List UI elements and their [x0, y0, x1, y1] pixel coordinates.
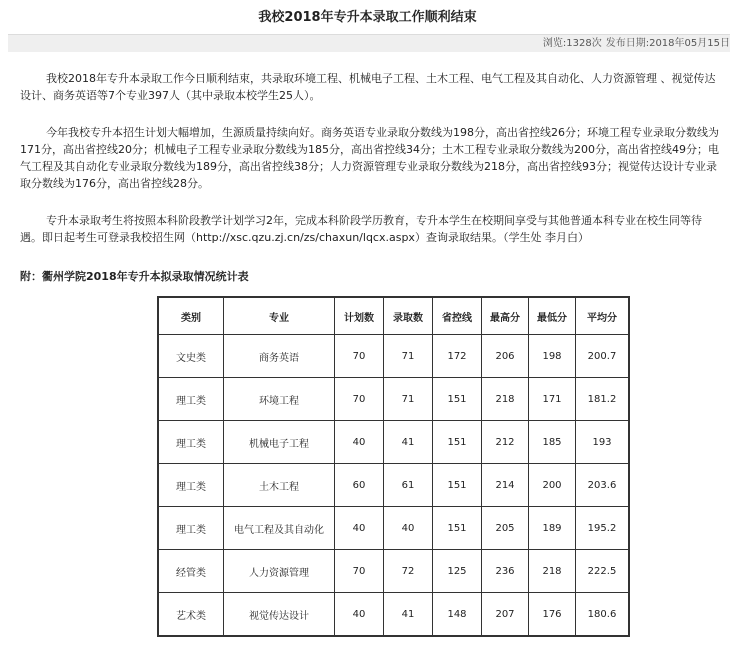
table-row [158, 378, 629, 421]
cell-max-score: 212 [482, 421, 529, 464]
cell-admitted: 71 [384, 335, 433, 378]
table-row [158, 550, 629, 593]
table-row [158, 507, 629, 550]
header-min-score: 最低分 [529, 297, 576, 335]
cell-max-score: 214 [482, 464, 529, 507]
cell-max-score: 207 [482, 593, 529, 637]
cell-min-score: 198 [529, 335, 576, 378]
cell-major: 电气工程及其自动化 [224, 507, 335, 550]
cell-category: 理工类 [158, 421, 224, 464]
article-title: 我校2018年专升本录取工作顺利结束 [258, 10, 477, 25]
cell-control-line: 172 [433, 335, 482, 378]
header-control-line: 省控线 [433, 297, 482, 335]
view-count: 浏览:1328次 [542, 38, 602, 49]
cell-min-score: 176 [529, 593, 576, 637]
cell-admitted: 41 [384, 593, 433, 637]
cell-plan: 60 [335, 464, 384, 507]
cell-avg-score: 180.6 [576, 593, 630, 637]
cell-admitted: 41 [384, 421, 433, 464]
cell-category: 艺术类 [158, 593, 224, 637]
cell-avg-score: 203.6 [576, 464, 630, 507]
cell-major: 机械电子工程 [224, 421, 335, 464]
article-paragraph: 专升本录取考生将按照本科阶段教学计划学习2年，完成本科阶段学历教育，专升本学生在校期间享受与其他普通本科专业在校生同等待遇。即日起考生可登录我校招生网（http://xsc.qzu.zj.cn/zs/chaxun/lqcx.aspx）查询录取结果。（学生处 李月白） [20, 214, 702, 244]
cell-avg-score: 181.2 [576, 378, 630, 421]
header-avg-score: 平均分 [576, 297, 630, 335]
cell-major: 商务英语 [224, 335, 335, 378]
cell-min-score: 185 [529, 421, 576, 464]
cell-avg-score: 193 [576, 421, 630, 464]
cell-control-line: 151 [433, 421, 482, 464]
cell-control-line: 151 [433, 378, 482, 421]
table-caption: 附：衢州学院2018年专升本拟录取情况统计表 [20, 270, 249, 283]
publish-date: 发布日期:2018年05月15日 [605, 38, 730, 49]
cell-plan: 40 [335, 593, 384, 637]
cell-avg-score: 195.2 [576, 507, 630, 550]
cell-min-score: 200 [529, 464, 576, 507]
cell-plan: 40 [335, 421, 384, 464]
header-plan: 计划数 [335, 297, 384, 335]
cell-min-score: 218 [529, 550, 576, 593]
cell-plan: 40 [335, 507, 384, 550]
cell-avg-score: 222.5 [576, 550, 630, 593]
table-row [158, 464, 629, 507]
article-meta-bar [8, 34, 730, 52]
cell-max-score: 218 [482, 378, 529, 421]
article-paragraph: 今年我校专升本招生计划大幅增加，生源质量持续向好。商务英语专业录取分数线为198分，高出省控线26分；环境工程专业录取分数线为171分，高出省控线20分；机械电子工程专业录取分数线为185分，高出省控线34分；土木工程专业录取分数线为200分，高出省控线49分；电气工程及其自动化专业录取分数线为189分，高出省控线38分；人力资源管理专业录取分数线为218分，高出省控线93分；视觉传达设计专业录取分数线为176分，高出省控线28分。 [20, 126, 719, 190]
cell-category: 理工类 [158, 378, 224, 421]
cell-control-line: 151 [433, 464, 482, 507]
cell-category: 理工类 [158, 507, 224, 550]
table-row [158, 421, 629, 464]
cell-max-score: 236 [482, 550, 529, 593]
header-admitted: 录取数 [384, 297, 433, 335]
cell-control-line: 148 [433, 593, 482, 637]
cell-max-score: 205 [482, 507, 529, 550]
article-paragraph: 我校2018年专升本录取工作今日顺利结束，共录取环境工程、机械电子工程、土木工程、电气工程及其自动化、人力资源管理 、视觉传达设计、商务英语等7个专业397人（其中录取本校学生25人）。 [20, 72, 716, 102]
cell-category: 经管类 [158, 550, 224, 593]
table-header-row [158, 297, 629, 335]
cell-major: 土木工程 [224, 464, 335, 507]
cell-category: 理工类 [158, 464, 224, 507]
header-major: 专业 [224, 297, 335, 335]
cell-control-line: 125 [433, 550, 482, 593]
cell-control-line: 151 [433, 507, 482, 550]
cell-plan: 70 [335, 378, 384, 421]
cell-plan: 70 [335, 550, 384, 593]
cell-admitted: 72 [384, 550, 433, 593]
cell-admitted: 71 [384, 378, 433, 421]
cell-min-score: 171 [529, 378, 576, 421]
cell-category: 文史类 [158, 335, 224, 378]
cell-admitted: 61 [384, 464, 433, 507]
header-max-score: 最高分 [482, 297, 529, 335]
cell-max-score: 206 [482, 335, 529, 378]
cell-plan: 70 [335, 335, 384, 378]
header-category: 类别 [158, 297, 224, 335]
cell-major: 视觉传达设计 [224, 593, 335, 637]
admission-stats-table [157, 296, 630, 637]
cell-admitted: 40 [384, 507, 433, 550]
table-row [158, 335, 629, 378]
cell-avg-score: 200.7 [576, 335, 630, 378]
table-row [158, 593, 629, 637]
cell-major: 人力资源管理 [224, 550, 335, 593]
cell-min-score: 189 [529, 507, 576, 550]
cell-major: 环境工程 [224, 378, 335, 421]
